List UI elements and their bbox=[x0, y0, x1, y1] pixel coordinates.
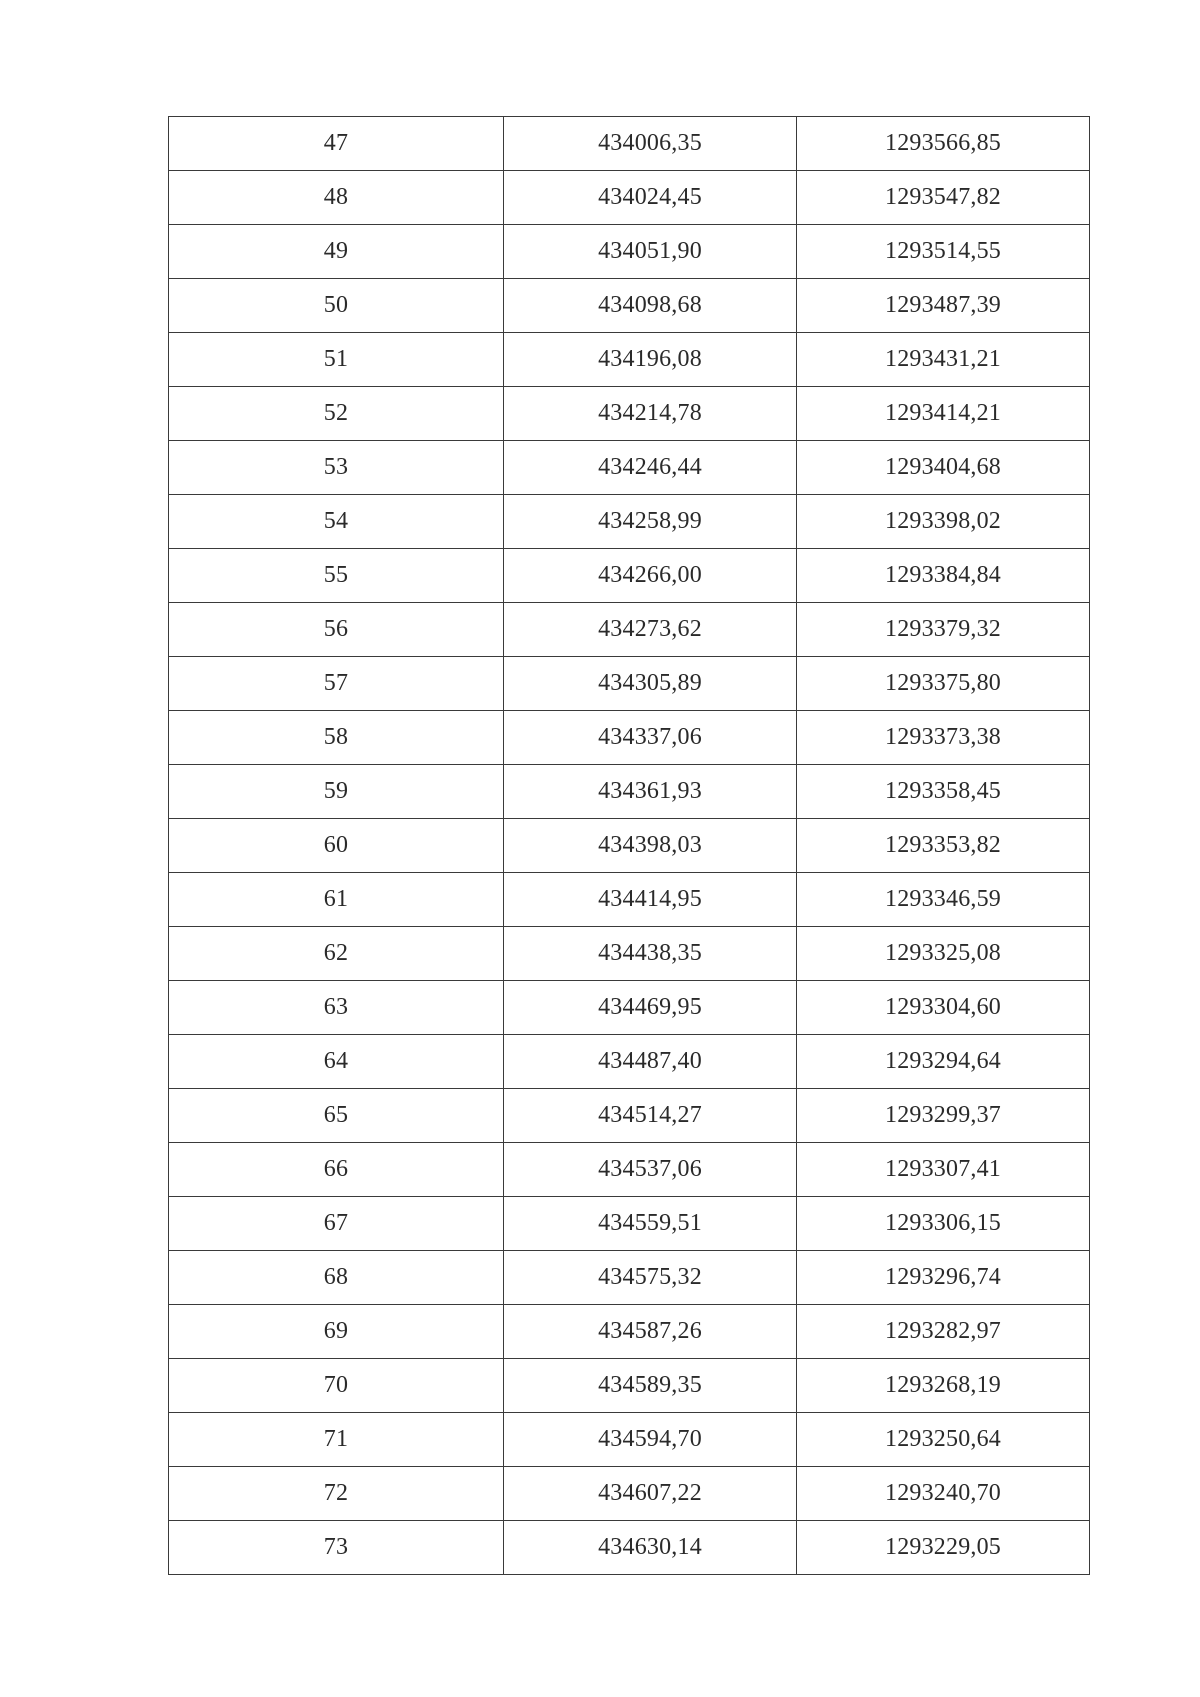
table-row bbox=[169, 657, 1090, 711]
table-row bbox=[169, 1143, 1090, 1197]
point-number-cell: 58 bbox=[169, 711, 504, 765]
y-coordinate-cell: 1293304,60 bbox=[797, 981, 1090, 1035]
table-row bbox=[169, 1305, 1090, 1359]
point-number-cell: 69 bbox=[169, 1305, 504, 1359]
table-row bbox=[169, 927, 1090, 981]
table-row bbox=[169, 1467, 1090, 1521]
x-coordinate-cell: 434559,51 bbox=[504, 1197, 797, 1251]
y-coordinate-cell: 1293306,15 bbox=[797, 1197, 1090, 1251]
point-number-cell: 61 bbox=[169, 873, 504, 927]
x-coordinate-cell: 434630,14 bbox=[504, 1521, 797, 1575]
y-coordinate-cell: 1293358,45 bbox=[797, 765, 1090, 819]
x-coordinate-cell: 434594,70 bbox=[504, 1413, 797, 1467]
y-coordinate-cell: 1293514,55 bbox=[797, 225, 1090, 279]
y-coordinate-cell: 1293307,41 bbox=[797, 1143, 1090, 1197]
x-coordinate-cell: 434273,62 bbox=[504, 603, 797, 657]
point-number-cell: 67 bbox=[169, 1197, 504, 1251]
y-coordinate-cell: 1293404,68 bbox=[797, 441, 1090, 495]
x-coordinate-cell: 434607,22 bbox=[504, 1467, 797, 1521]
table-row bbox=[169, 1251, 1090, 1305]
point-number-cell: 65 bbox=[169, 1089, 504, 1143]
point-number-cell: 52 bbox=[169, 387, 504, 441]
y-coordinate-cell: 1293229,05 bbox=[797, 1521, 1090, 1575]
point-number-cell: 55 bbox=[169, 549, 504, 603]
table-row bbox=[169, 711, 1090, 765]
point-number-cell: 53 bbox=[169, 441, 504, 495]
y-coordinate-cell: 1293375,80 bbox=[797, 657, 1090, 711]
table-row bbox=[169, 1035, 1090, 1089]
y-coordinate-cell: 1293566,85 bbox=[797, 117, 1090, 171]
x-coordinate-cell: 434266,00 bbox=[504, 549, 797, 603]
x-coordinate-cell: 434589,35 bbox=[504, 1359, 797, 1413]
table-row bbox=[169, 279, 1090, 333]
point-number-cell: 49 bbox=[169, 225, 504, 279]
table-row bbox=[169, 819, 1090, 873]
coordinates-table-body bbox=[169, 117, 1090, 1575]
x-coordinate-cell: 434398,03 bbox=[504, 819, 797, 873]
x-coordinate-cell: 434575,32 bbox=[504, 1251, 797, 1305]
y-coordinate-cell: 1293379,32 bbox=[797, 603, 1090, 657]
point-number-cell: 72 bbox=[169, 1467, 504, 1521]
point-number-cell: 71 bbox=[169, 1413, 504, 1467]
y-coordinate-cell: 1293299,37 bbox=[797, 1089, 1090, 1143]
point-number-cell: 54 bbox=[169, 495, 504, 549]
table-row bbox=[169, 549, 1090, 603]
x-coordinate-cell: 434337,06 bbox=[504, 711, 797, 765]
y-coordinate-cell: 1293268,19 bbox=[797, 1359, 1090, 1413]
table-row bbox=[169, 1197, 1090, 1251]
y-coordinate-cell: 1293487,39 bbox=[797, 279, 1090, 333]
x-coordinate-cell: 434438,35 bbox=[504, 927, 797, 981]
point-number-cell: 63 bbox=[169, 981, 504, 1035]
x-coordinate-cell: 434587,26 bbox=[504, 1305, 797, 1359]
point-number-cell: 64 bbox=[169, 1035, 504, 1089]
x-coordinate-cell: 434414,95 bbox=[504, 873, 797, 927]
table-row bbox=[169, 441, 1090, 495]
x-coordinate-cell: 434469,95 bbox=[504, 981, 797, 1035]
x-coordinate-cell: 434305,89 bbox=[504, 657, 797, 711]
point-number-cell: 66 bbox=[169, 1143, 504, 1197]
point-number-cell: 60 bbox=[169, 819, 504, 873]
table-row bbox=[169, 603, 1090, 657]
y-coordinate-cell: 1293282,97 bbox=[797, 1305, 1090, 1359]
table-row bbox=[169, 873, 1090, 927]
table-row bbox=[169, 1413, 1090, 1467]
y-coordinate-cell: 1293296,74 bbox=[797, 1251, 1090, 1305]
point-number-cell: 48 bbox=[169, 171, 504, 225]
x-coordinate-cell: 434258,99 bbox=[504, 495, 797, 549]
table-row bbox=[169, 495, 1090, 549]
table-row bbox=[169, 1089, 1090, 1143]
x-coordinate-cell: 434361,93 bbox=[504, 765, 797, 819]
x-coordinate-cell: 434024,45 bbox=[504, 171, 797, 225]
point-number-cell: 56 bbox=[169, 603, 504, 657]
table-row bbox=[169, 225, 1090, 279]
table-row bbox=[169, 765, 1090, 819]
y-coordinate-cell: 1293547,82 bbox=[797, 171, 1090, 225]
table-row bbox=[169, 171, 1090, 225]
point-number-cell: 70 bbox=[169, 1359, 504, 1413]
x-coordinate-cell: 434098,68 bbox=[504, 279, 797, 333]
y-coordinate-cell: 1293325,08 bbox=[797, 927, 1090, 981]
y-coordinate-cell: 1293250,64 bbox=[797, 1413, 1090, 1467]
point-number-cell: 57 bbox=[169, 657, 504, 711]
point-number-cell: 68 bbox=[169, 1251, 504, 1305]
y-coordinate-cell: 1293431,21 bbox=[797, 333, 1090, 387]
table-row bbox=[169, 387, 1090, 441]
x-coordinate-cell: 434006,35 bbox=[504, 117, 797, 171]
table-row bbox=[169, 333, 1090, 387]
point-number-cell: 59 bbox=[169, 765, 504, 819]
point-number-cell: 73 bbox=[169, 1521, 504, 1575]
point-number-cell: 47 bbox=[169, 117, 504, 171]
point-number-cell: 62 bbox=[169, 927, 504, 981]
coordinates-table bbox=[168, 116, 1090, 1575]
table-row bbox=[169, 981, 1090, 1035]
y-coordinate-cell: 1293240,70 bbox=[797, 1467, 1090, 1521]
point-number-cell: 50 bbox=[169, 279, 504, 333]
y-coordinate-cell: 1293398,02 bbox=[797, 495, 1090, 549]
point-number-cell: 51 bbox=[169, 333, 504, 387]
y-coordinate-cell: 1293294,64 bbox=[797, 1035, 1090, 1089]
x-coordinate-cell: 434214,78 bbox=[504, 387, 797, 441]
x-coordinate-cell: 434537,06 bbox=[504, 1143, 797, 1197]
table-row bbox=[169, 1359, 1090, 1413]
table-row bbox=[169, 117, 1090, 171]
x-coordinate-cell: 434051,90 bbox=[504, 225, 797, 279]
y-coordinate-cell: 1293346,59 bbox=[797, 873, 1090, 927]
x-coordinate-cell: 434246,44 bbox=[504, 441, 797, 495]
table-row bbox=[169, 1521, 1090, 1575]
y-coordinate-cell: 1293384,84 bbox=[797, 549, 1090, 603]
y-coordinate-cell: 1293373,38 bbox=[797, 711, 1090, 765]
x-coordinate-cell: 434514,27 bbox=[504, 1089, 797, 1143]
y-coordinate-cell: 1293414,21 bbox=[797, 387, 1090, 441]
y-coordinate-cell: 1293353,82 bbox=[797, 819, 1090, 873]
x-coordinate-cell: 434487,40 bbox=[504, 1035, 797, 1089]
x-coordinate-cell: 434196,08 bbox=[504, 333, 797, 387]
